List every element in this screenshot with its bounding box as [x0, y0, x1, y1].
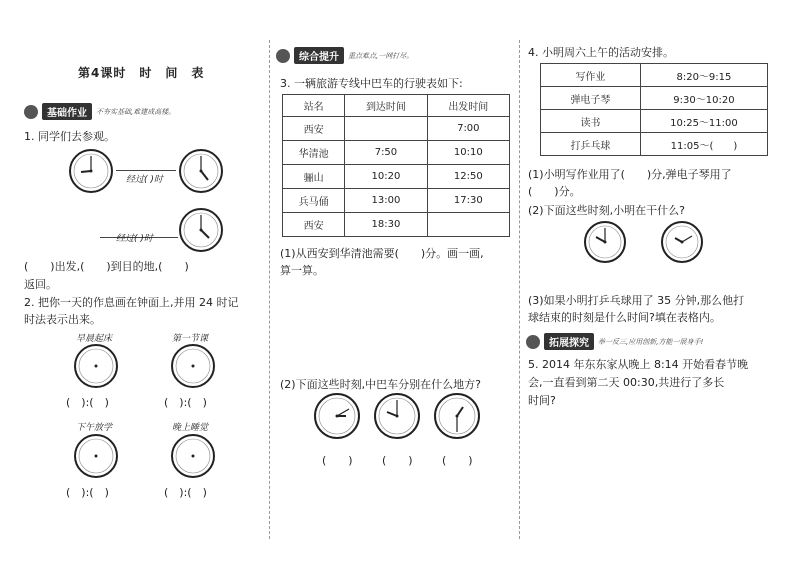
- clock-icon: [373, 392, 421, 440]
- q2-line2: 时法表示出来。: [24, 313, 101, 326]
- clock-icon: [73, 433, 119, 479]
- q2-line1: 2. 把你一天的作息画在钟面上,并用 24 时记: [24, 296, 239, 309]
- arrow-line: [116, 170, 176, 171]
- q3-sub2: (2)下面这些时刻,中巴车分别在什么地方?: [280, 378, 481, 391]
- q4-text: 4. 小明周六上午的活动安排。: [528, 46, 674, 59]
- clock-icon: [583, 220, 627, 264]
- q5-line2: 会,一直看到第二天 00:30,共进行了多长: [528, 376, 725, 389]
- q2-blank: ( ):( ): [66, 486, 109, 499]
- section-extend-label: 拓展探究: [544, 333, 594, 350]
- q3-blank: ( ): [382, 454, 413, 467]
- q4-sub3-line1: (3)如果小明打乒乓球用了 35 分钟,那么他打: [528, 294, 745, 307]
- q5-line3: 时间?: [528, 394, 556, 407]
- clock-icon: [178, 148, 224, 194]
- q3-sub1-line1: (1)从西安到华清池需要( )分。画一画,: [280, 247, 484, 260]
- table-header: 到达时间: [345, 95, 427, 117]
- q1-text: 1. 同学们去参观。: [24, 130, 115, 143]
- table-row: 西安 18:30: [283, 213, 510, 237]
- q3-sub1-line2: 算一算。: [280, 264, 324, 277]
- q2-blank: ( ):( ): [164, 486, 207, 499]
- section-advanced-header: [276, 47, 413, 64]
- q2-label: 早晨起床: [76, 334, 113, 344]
- table-row: 骊山 10:20 12:50: [283, 165, 510, 189]
- q2-label: 晚上睡觉: [172, 423, 209, 433]
- section-extend-header: [526, 333, 703, 350]
- clock-icon: [170, 433, 216, 479]
- mascot-icon: [526, 335, 540, 349]
- table-row: 读书 10:25～11:00: [541, 110, 768, 133]
- clock-icon: [313, 392, 361, 440]
- table-row: 兵马俑 13:00 17:30: [283, 189, 510, 213]
- q3-text: 3. 一辆旅游专线中巴车的行驶表如下:: [280, 77, 463, 90]
- table-header: 站名: [283, 95, 345, 117]
- section-extend-note: 举一反三,应用创新,方能一展身手!: [598, 337, 704, 346]
- clock-icon: [170, 343, 216, 389]
- section-advanced-label: 综合提升: [294, 47, 344, 64]
- table-row: 华清池 7:50 10:10: [283, 141, 510, 165]
- q4-sub2: (2)下面这些时刻,小明在干什么?: [528, 204, 685, 217]
- path1-label: 经过( )时: [126, 175, 163, 185]
- clock-icon: [73, 343, 119, 389]
- column-divider: [519, 40, 520, 539]
- q3-blank: ( ): [322, 454, 353, 467]
- table-row: 打乒乓球 11:05～( ): [541, 133, 768, 156]
- column-divider: [269, 40, 270, 539]
- mascot-icon: [24, 105, 38, 119]
- table-row: 弹电子琴 9:30～10:20: [541, 87, 768, 110]
- q2-blank: ( ):( ): [164, 396, 207, 409]
- section-basic-header: [24, 103, 175, 120]
- q3-blank: ( ): [442, 454, 473, 467]
- q4-sub3-line2: 球结束的时刻是什么时间?填在表格内。: [528, 311, 721, 324]
- activity-schedule-table: [540, 63, 768, 156]
- q1-answer-line1: ( )出发,( )到目的地,( ): [24, 260, 189, 273]
- page-title: 第4课时 时 间 表: [78, 66, 205, 80]
- q1-answer-line2: 返回。: [24, 278, 57, 291]
- q4-sub1-line2: ( )分。: [528, 185, 581, 198]
- table-row: 写作业 8:20～9:15: [541, 64, 768, 87]
- clock-icon: [660, 220, 704, 264]
- section-advanced-note: 重点难点,一网打尽。: [348, 51, 414, 60]
- clock-icon: [178, 207, 224, 253]
- mascot-icon: [276, 49, 290, 63]
- q5-line1: 5. 2014 年东东家从晚上 8:14 开始看春节晚: [528, 358, 749, 371]
- q4-sub1-line1: (1)小明写作业用了( )分,弹电子琴用了: [528, 168, 732, 181]
- table-row: 西安 7:00: [283, 117, 510, 141]
- clock-icon: [433, 392, 481, 440]
- q2-blank: ( ):( ): [66, 396, 109, 409]
- q2-label: 第一节课: [172, 334, 209, 344]
- section-basic-note: 不夯实基础,难建成高楼。: [96, 107, 176, 116]
- clock-icon: [68, 148, 114, 194]
- q2-label: 下午放学: [76, 423, 113, 433]
- path2-label: 经过( )时: [116, 234, 153, 244]
- section-basic-label: 基础作业: [42, 103, 92, 120]
- table-header: 出发时间: [427, 95, 509, 117]
- bus-schedule-table: [282, 94, 510, 237]
